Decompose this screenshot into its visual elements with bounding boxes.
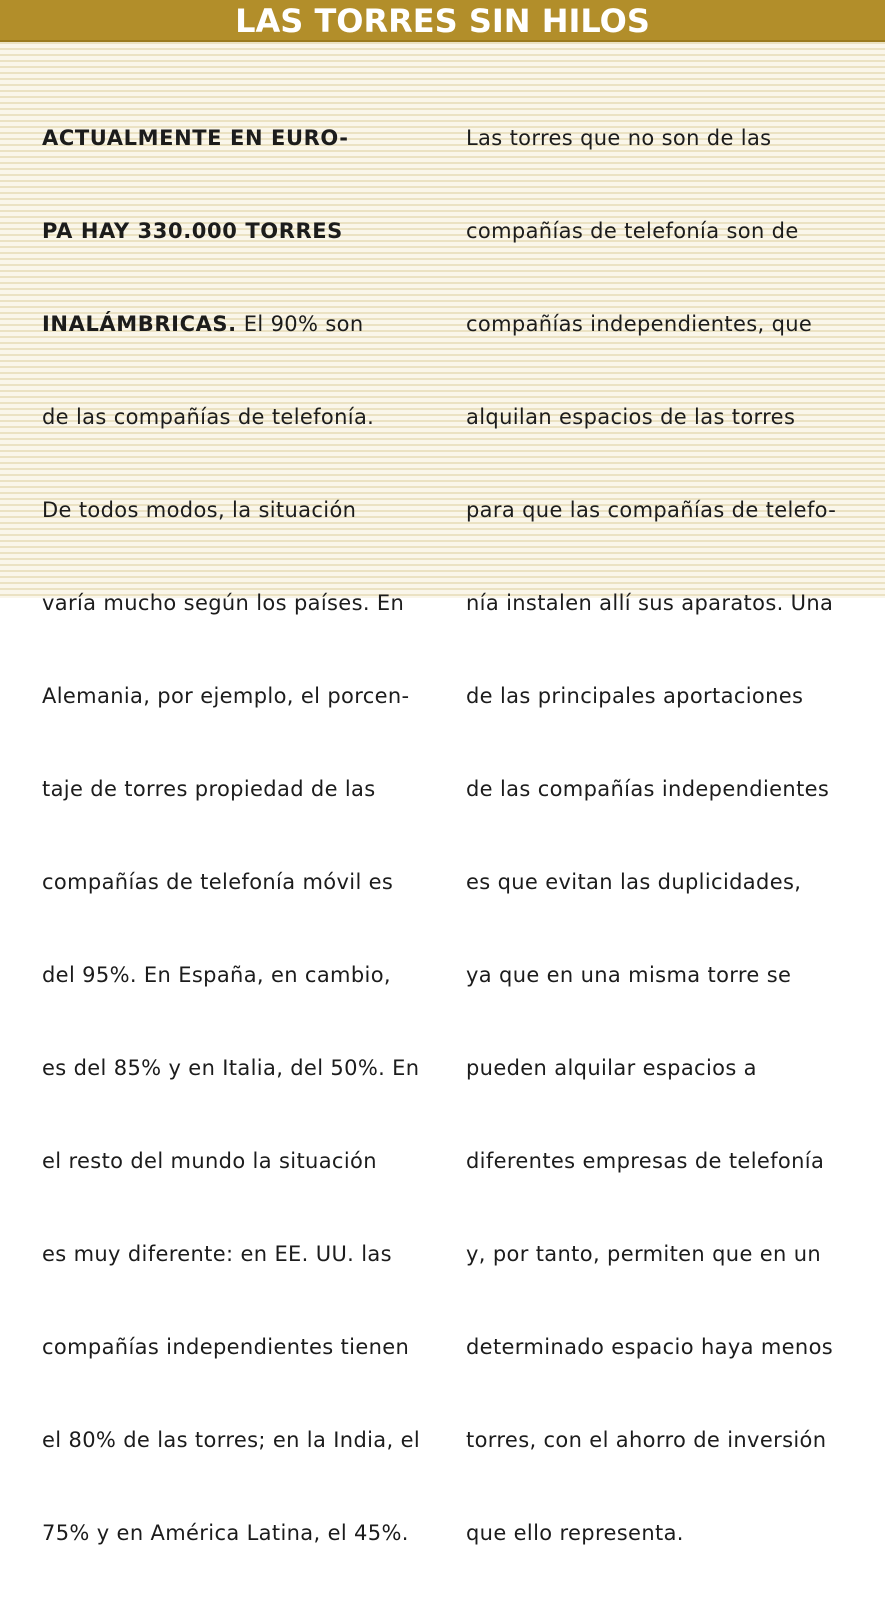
paragraph-line: de las principales aportaciones bbox=[466, 684, 804, 708]
paragraph-line: varía mucho según los países. En bbox=[42, 591, 405, 615]
paragraph-text: El 90% son bbox=[236, 312, 364, 336]
left-column bbox=[42, 61, 420, 1611]
paragraph-line: ya que en una misma torre se bbox=[466, 963, 792, 987]
paragraph-line: el resto del mundo la situación bbox=[42, 1149, 377, 1173]
paragraph-line: compañías de telefonía son de bbox=[466, 219, 799, 243]
paragraph-line: 75% y en América Latina, el 45%. bbox=[42, 1521, 409, 1545]
paragraph-line: para que las compañías de telefo- bbox=[466, 498, 837, 522]
paragraph-line: Alemania, por ejemplo, el porcen- bbox=[42, 684, 410, 708]
paragraph-line: es del 85% y en Italia, del 50%. En bbox=[42, 1056, 420, 1080]
right-column bbox=[466, 61, 836, 1611]
paragraph-line: el 80% de las torres; en la India, el bbox=[42, 1428, 421, 1452]
paragraph-line: compañías independientes, que bbox=[466, 312, 813, 336]
lead-line: ACTUALMENTE EN EURO- bbox=[42, 126, 349, 150]
paragraph-line: de las compañías de telefonía. bbox=[42, 405, 375, 429]
paragraph-line: es que evitan las duplicidades, bbox=[466, 870, 802, 894]
paragraph-line: Las torres que no son de las bbox=[466, 126, 772, 150]
paragraph-line: torres, con el ahorro de inversión bbox=[466, 1428, 827, 1452]
paragraph-line: determinado espacio haya menos bbox=[466, 1335, 834, 1359]
paragraph-line: que ello representa. bbox=[466, 1521, 684, 1545]
lead-line: INALÁMBRICAS. bbox=[42, 312, 237, 336]
paragraph-line: y, por tanto, permiten que en un bbox=[466, 1242, 822, 1266]
paragraph-line: compañías independientes tienen bbox=[42, 1335, 410, 1359]
paragraph-line: de las compañías independientes bbox=[466, 777, 830, 801]
lead-line: PA HAY 330.000 TORRES bbox=[42, 219, 343, 243]
paragraph-line: compañías de telefonía móvil es bbox=[42, 870, 394, 894]
paragraph-line: De todos modos, la situación bbox=[42, 498, 357, 522]
title-bar bbox=[0, 0, 885, 42]
paragraph-line: diferentes empresas de telefonía bbox=[466, 1149, 825, 1173]
paragraph-line: taje de torres propiedad de las bbox=[42, 777, 376, 801]
paragraph-line bbox=[42, 309, 420, 340]
box-title: LAS TORRES SIN HILOS bbox=[235, 1, 650, 40]
paragraph-line: es muy diferente: en EE. UU. las bbox=[42, 1242, 392, 1266]
paragraph-line: alquilan espacios de las torres bbox=[466, 405, 796, 429]
paragraph-line: del 95%. En España, en cambio, bbox=[42, 963, 391, 987]
paragraph-line: nía instalen allí sus aparatos. Una bbox=[466, 591, 834, 615]
paragraph-line: pueden alquilar espacios a bbox=[466, 1056, 757, 1080]
